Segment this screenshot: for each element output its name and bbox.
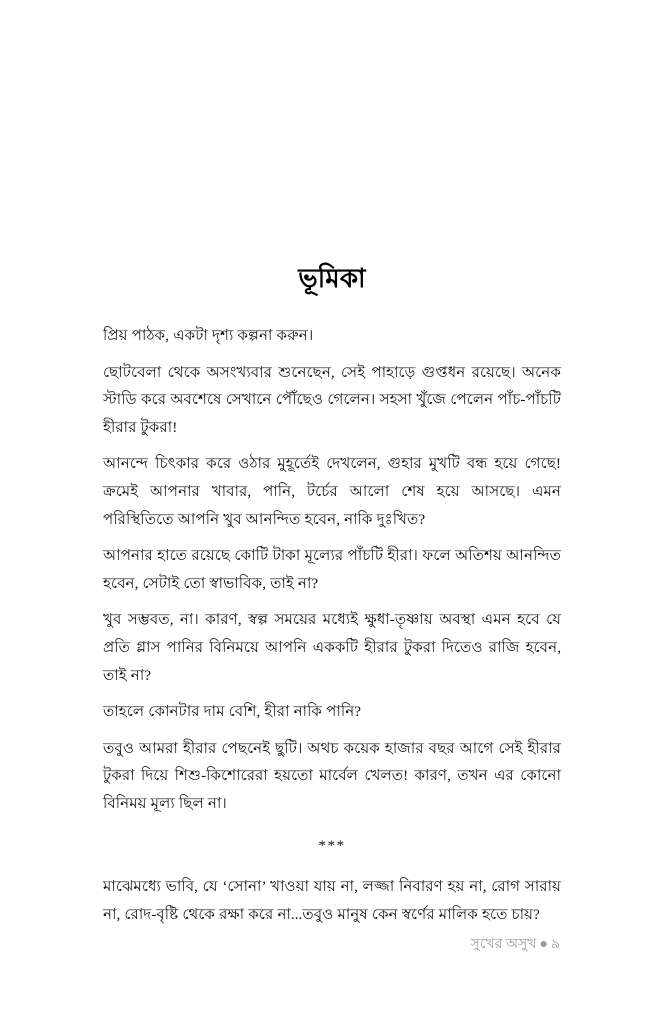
- paragraph: তাহলে কোনটার দাম বেশি, হীরা নাকি পানি?: [103, 703, 362, 721]
- paragraph: আনন্দে চিৎকার করে ওঠার মুহূর্তেই দেখলেন, গুহার মুখটি বন্ধ হয়ে গেছে! ক্রমেই আপনার খাবার, পানি, টর্চের আলো শেষ হয়ে আসছে। এমন পরিস্থিতিতে আপনি খুব আনন্দিত হবেন, নাকি দুঃখিত?: [103, 455, 561, 528]
- page-footer: [103, 935, 560, 955]
- paragraph: ছোটবেলা থেকে অসংখ্যবার শুনেছেন, সেই পাহাড়ে গুপ্তধন রয়েছে। অনেক স্টাডি করে অবশেষে সেখানে পৌঁছেও গেলেন। সহসা খুঁজে পেলেন পাঁচ-পাঁচটি হীরার টুকরা!: [103, 363, 561, 436]
- body-text: [103, 322, 561, 928]
- page-title: ভূমিকা: [298, 264, 366, 293]
- paragraph: প্রিয় পাঠক, একটা দৃশ্য কল্পনা করুন।: [103, 327, 314, 344]
- paragraph: মাঝেমধ্যে ভাবি, যে ‘সোনা’ খাওয়া যায় না, লজ্জা নিবারণ হয় না, রোগ সারায় না, রোদ-বৃষ্টি থেকে রক্ষা করে না...তবুও মানুষ কেন স্বর্ণের মালিক হতে চায়?: [103, 878, 561, 923]
- footer-bullet-icon: ●: [539, 937, 548, 952]
- page-content: [103, 262, 561, 928]
- paragraph: আপনার হাতে রয়েছে কোটি টাকা মূল্যের পাঁচটি হীরা। ফলে অতিশয় আনন্দিত হবেন, সেটাই তো স্বাভাবিক, তাই না?: [103, 547, 561, 592]
- scene-break-separator: ***: [318, 836, 346, 854]
- footer-book-title: সুখের অসুখ: [470, 937, 537, 952]
- footer-page-number: ৯: [550, 937, 560, 952]
- paragraph: খুব সম্ভবত, না। কারণ, স্বল্প সময়ের মধ্যেই ক্ষুধা-তৃষ্ণায় অবস্থা এমন হবে যে প্রতি গ্লাস পানির বিনিময়ে আপনি এককটি হীরার টুকরা দিতেও রাজি হবেন, তাই না?: [103, 611, 561, 684]
- paragraph: তবুও আমরা হীরার পেছনেই ছুটি। অথচ কয়েক হাজার বছর আগে সেই হীরার টুকরা দিয়ে শিশু-কিশোরেরা হয়তো মার্বেল খেলত! কারণ, তখন এর কোনো বিনিময় মূল্য ছিল না।: [103, 739, 561, 812]
